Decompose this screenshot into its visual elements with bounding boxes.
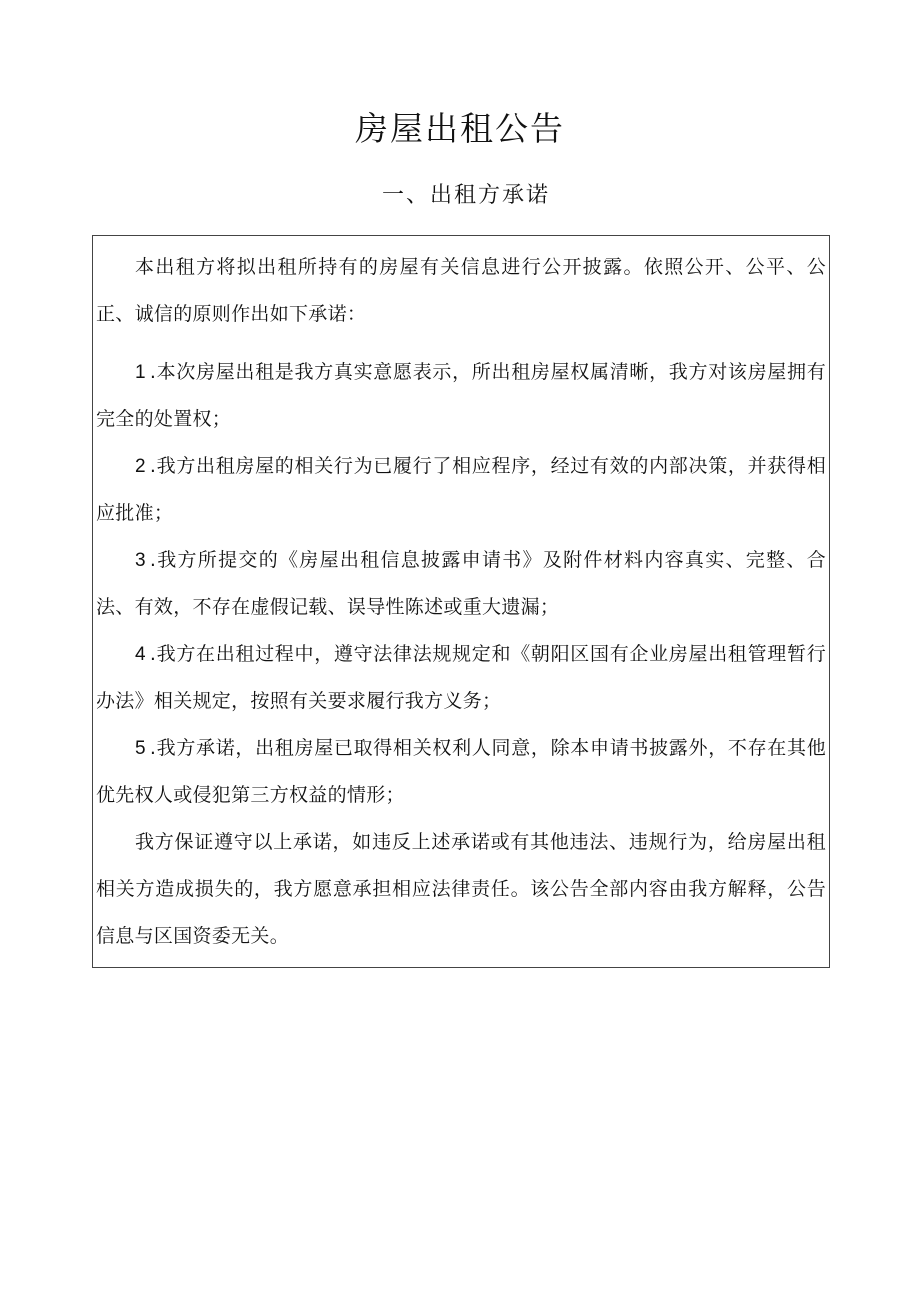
commitment-item-4 bbox=[96, 631, 826, 725]
section-heading: 一、出租方承诺 bbox=[381, 183, 550, 208]
commitment-text: .我方在出租过程中，遵守法律法规规定和《朝阳区国有企业房屋出租管理暂行办法》相关规定，按照有关要求履行我方义务； bbox=[96, 643, 826, 712]
document-title: 房屋出租公告 bbox=[355, 109, 565, 148]
closing-paragraph: 我方保证遵守以上承诺，如违反上述承诺或有其他违法、违规行为，给房屋出租相关方造成损失的，我方愿意承担相应法律责任。该公告全部内容由我方解释，公告信息与区国资委无关。 bbox=[96, 831, 826, 947]
commitment-item-3 bbox=[96, 537, 826, 631]
commitment-text: .我方所提交的《房屋出租信息披露申请书》及附件材料内容真实、完整、合法、有效，不存在虚假记载、误导性陈述或重大遗漏； bbox=[96, 549, 826, 618]
commitment-number: 2 bbox=[135, 456, 146, 477]
commitment-box bbox=[92, 235, 830, 968]
commitment-number: 4 bbox=[135, 644, 146, 665]
commitment-number: 1 bbox=[135, 362, 146, 383]
intro-paragraph: 本出租方将拟出租所持有的房屋有关信息进行公开披露。依照公开、公平、公正、诚信的原则作出如下承诺： bbox=[96, 256, 826, 325]
commitment-item-1 bbox=[96, 349, 826, 443]
paragraph-gap bbox=[96, 338, 826, 349]
commitment-text: .本次房屋出租是我方真实意愿表示，所出租房屋权属清晰，我方对该房屋拥有完全的处置权； bbox=[96, 361, 826, 430]
commitment-text: .我方承诺，出租房屋已取得相关权利人同意，除本申请书披露外，不存在其他优先权人或侵犯第三方权益的情形； bbox=[96, 737, 826, 806]
commitment-number: 3 bbox=[135, 550, 146, 571]
commitment-text: .我方出租房屋的相关行为已履行了相应程序，经过有效的内部决策，并获得相应批准； bbox=[96, 455, 826, 524]
commitment-item-2 bbox=[96, 443, 826, 537]
commitment-number: 5 bbox=[135, 738, 146, 759]
commitment-item-5 bbox=[96, 725, 826, 819]
